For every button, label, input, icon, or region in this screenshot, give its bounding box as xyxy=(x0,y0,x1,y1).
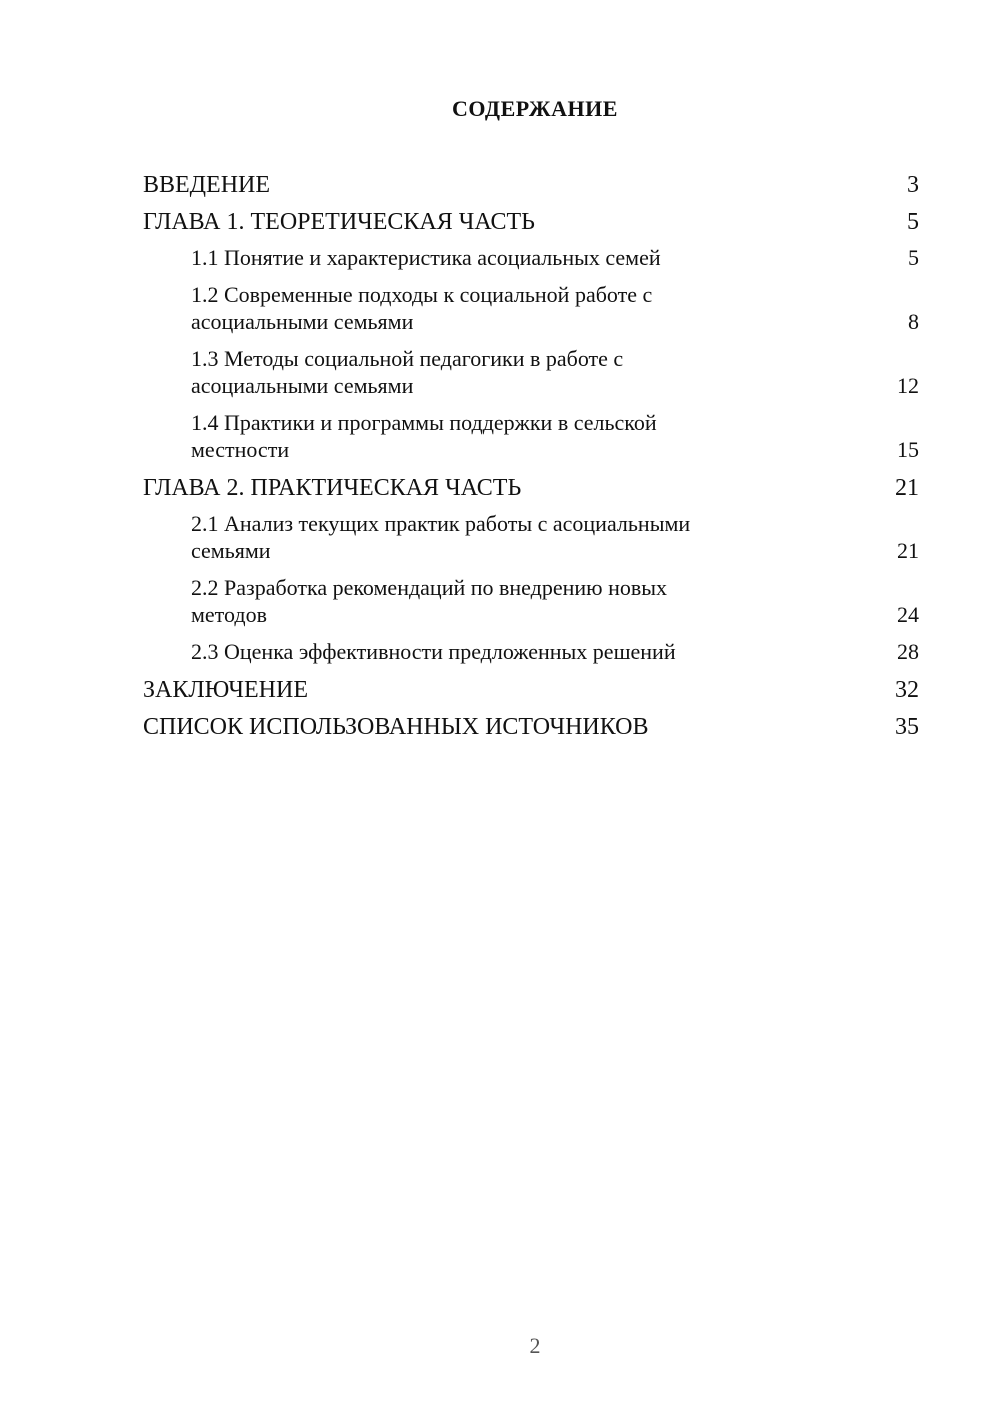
toc-entry-section-1-2 xyxy=(143,281,919,335)
toc-entry-references xyxy=(143,712,919,742)
toc-entry-page: 3 xyxy=(907,172,919,198)
toc-entry-section-1-4 xyxy=(143,409,919,463)
toc-entry-section-1-3 xyxy=(143,345,919,399)
toc-entry-title: ГЛАВА 1. ТЕОРЕТИЧЕСКАЯ ЧАСТЬ xyxy=(143,209,535,235)
toc-entry-page: 12 xyxy=(897,373,919,398)
toc-entry-page: 35 xyxy=(895,714,919,740)
toc-entry-title: 1.1 Понятие и характеристика асоциальных семей xyxy=(191,245,661,270)
toc-entry-page: 21 xyxy=(895,475,919,501)
toc-entry-chapter-1 xyxy=(143,207,919,237)
toc-entry-page: 8 xyxy=(908,309,919,334)
toc-entry-page: 24 xyxy=(897,602,919,627)
toc-entry-title: СПИСОК ИСПОЛЬЗОВАННЫХ ИСТОЧНИКОВ xyxy=(143,714,649,740)
toc-entry-page: 28 xyxy=(897,639,919,664)
toc-entry-title: 1.2 Современные подходы к социальной работе с асоциальными семьями xyxy=(191,282,653,334)
toc-entry-page: 5 xyxy=(908,245,919,270)
toc-entry-page: 32 xyxy=(895,677,919,703)
toc-entry-chapter-2 xyxy=(143,473,919,503)
toc-entry-title: 1.3 Методы социальной педагогики в работе с асоциальными семьями xyxy=(191,346,624,398)
toc-entry-title: 1.4 Практики и программы поддержки в сельской местности xyxy=(191,410,657,462)
toc-entry-title: ЗАКЛЮЧЕНИЕ xyxy=(143,677,308,703)
toc-heading: СОДЕРЖАНИЕ xyxy=(452,96,618,121)
toc-entry-title: 2.1 Анализ текущих практик работы с асоциальными семьями xyxy=(191,511,691,563)
toc-entry-section-2-3 xyxy=(143,638,919,665)
toc-entry-introduction xyxy=(143,170,919,200)
toc-entry-section-2-1 xyxy=(143,510,919,564)
toc-entry-title: 2.2 Разработка рекомендаций по внедрению новых методов xyxy=(191,575,668,627)
toc-entry-title: ГЛАВА 2. ПРАКТИЧЕСКАЯ ЧАСТЬ xyxy=(143,475,522,501)
toc-entry-section-2-2 xyxy=(143,574,919,628)
toc-entry-section-1-1 xyxy=(143,244,919,271)
toc-entry-page: 15 xyxy=(897,437,919,462)
toc-entry-title: ВВЕДЕНИЕ xyxy=(143,172,271,198)
toc-entry-page: 21 xyxy=(897,538,919,563)
toc-entry-title: 2.3 Оценка эффективности предложенных решений xyxy=(191,639,676,664)
toc-entry-page: 5 xyxy=(907,209,919,235)
page-number: 2 xyxy=(529,1333,541,1358)
table-of-contents xyxy=(143,170,919,749)
toc-entry-conclusion xyxy=(143,675,919,705)
